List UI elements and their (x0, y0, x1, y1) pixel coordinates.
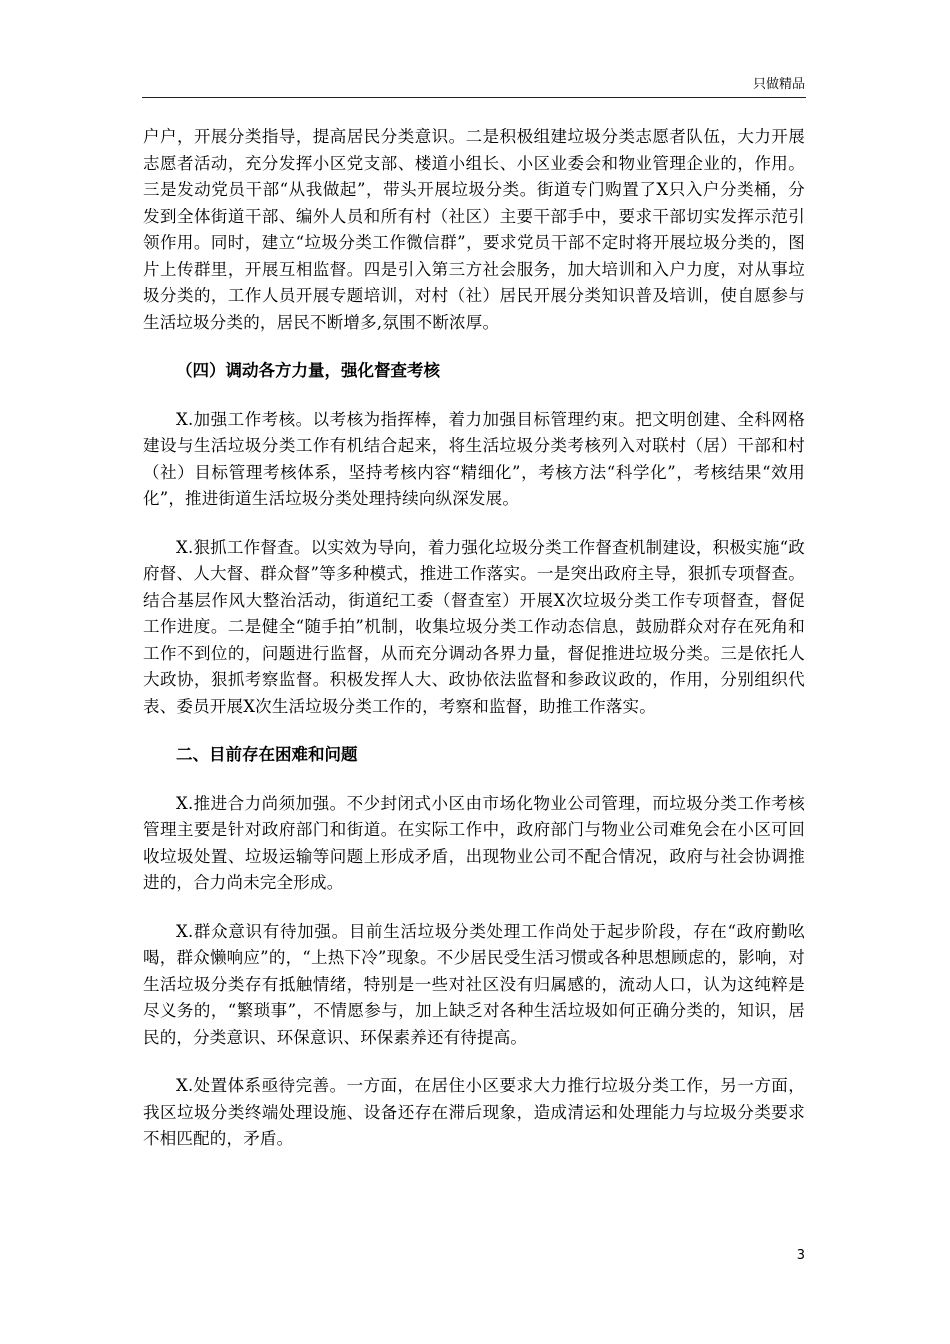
paragraph-spacer (143, 1051, 805, 1073)
paragraph-disposal: X.处置体系亟待完善。一方面，在居住小区要求大力推行垃圾分类工作，另一方面，我区垃圾分类终端处理设施、设备还存在滞后现象，造成清运和处理能力与垃圾分类要求不相匹配的，矛盾。 (143, 1076, 805, 1148)
paragraph-spacer (143, 897, 805, 919)
page-number: 3 (796, 1248, 805, 1263)
section-heading-4: （四）调动各方力量，强化督查考核 (176, 361, 440, 380)
paragraph-spacer (143, 720, 805, 742)
header-divider (142, 97, 806, 98)
paragraph-synergy: X.推进合力尚须加强。不少封闭式小区由市场化物业公司管理，而垃圾分类工作考核管理主要是针对政府部门和街道。在实际工作中，政府部门与物业公司难免会在小区可回收垃圾处置、垃圾运输等问题上形成矛盾，出现物业公司不配合情况，政府与社会协调推进的，合力尚未完全形成。 (143, 793, 805, 892)
paragraph-continued: 户户，开展分类指导，提高居民分类意识。二是积极组建垃圾分类志愿者队伍，大力开展志愿者活动，充分发挥小区党支部、楼道小组长、小区业委会和物业管理企业的，作用。三是发动党员干部“从我做起”，带头开展垃圾分类。街道专门购置了X只入户分类桶，分发到全体街道干部、编外人员和所有村（社区）主要干部手中，要求干部切实发挥示范引领作用。同时，建立“垃圾分类工作微信群”，要求党员干部不定时将开展垃圾分类的，图片上传群里，开展互相监督。四是引入第三方社会服务，加大培训和入户力度，对从事垃圾分类的，工作人员开展专题培训，对村（社）居民开展分类知识普及培训，使自愿参与生活垃圾分类的，居民不断增多,氛围不断浓厚。 (143, 127, 805, 332)
page-header-text: 只做精品 (752, 77, 805, 92)
paragraph-spacer (143, 513, 805, 535)
section-heading-2: 二、目前存在困难和问题 (176, 745, 358, 764)
paragraph-awareness: X.群众意识有待加强。目前生活垃圾分类处理工作尚处于起步阶段，存在“政府勤吆喝，群众懒响应”的，“上热下冷”现象。不少居民受生活习惯或各种思想顾虑的，影响，对生活垃圾分类存有抵触情绪，特别是一些对社区没有归属感的，流动人口，认为这纯粹是尽义务的，“繁琐事”，不情愿参与，加上缺乏对各种生活垃圾如何正确分类的，知识，居民的，分类意识、环保意识、环保素养还有待提高。 (143, 921, 805, 1047)
paragraph-spacer (143, 769, 805, 791)
paragraph-supervision: X.狠抓工作督查。以实效为导向，着力强化垃圾分类工作督查机制建设，积极实施“政府督、人大督、群众督”等多种模式，推进工作落实。一是突出政府主导，狠抓专项督查。结合基层作风大整治活动，街道纪工委（督查室）开展X次垃圾分类工作专项督查，督促工作进度。二是健全“随手拍”机制，收集垃圾分类工作动态信息，鼓励群众对存在死角和工作不到位的，问题进行监督，从而充分调动各界力量，督促推进垃圾分类。三是依托人大政协，狠抓考察监督。积极发挥人大、政协依法监督和参政议政的，作用，分别组织代表、委员开展X次生活垃圾分类工作的，考察和监督，助推工作落实。 (143, 537, 805, 716)
paragraph-spacer (143, 385, 805, 407)
paragraph-spacer (143, 336, 805, 358)
document-body (143, 124, 805, 1153)
paragraph-assessment: X.加强工作考核。以考核为指挥棒，着力加强目标管理约束。把文明创建、全科网格建设与生活垃圾分类工作有机结合起来，将生活垃圾分类考核列入对联村（居）干部和村（社）目标管理考核体系，坚持考核内容“精细化”，考核方法“科学化”，考核结果“效用化”，推进街道生活垃圾分类处理持续向纵深发展。 (143, 409, 805, 508)
